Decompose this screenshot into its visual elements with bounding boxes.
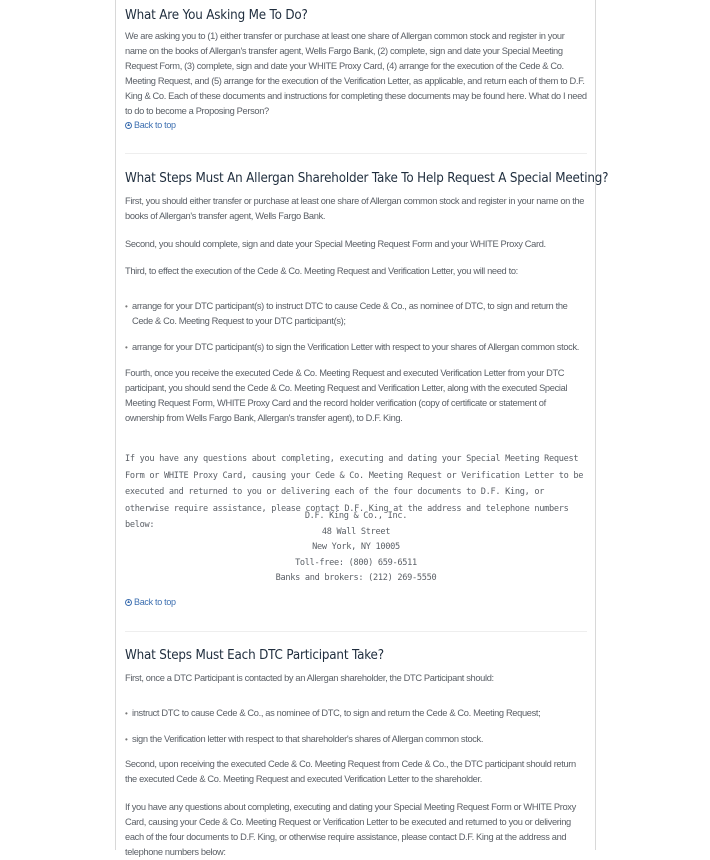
back-to-top-label: Back to top — [134, 597, 176, 607]
section-dtc-steps — [125, 648, 587, 663]
paragraph-second: Second, upon receiving the executed Cede & Co. Meeting Request from Cede & Co., the DTC participant should return the executed Cede & Co. Meeting Request and executed Verification Letter to the shareholder. — [125, 759, 576, 784]
section-asking — [125, 8, 587, 119]
phone-toll-free: Toll-free: (800) 659-6511 — [295, 557, 417, 568]
paragraph-third: Third, to effect the execution of the Cede & Co. Meeting Request and Verification Letter, you will need to: — [125, 266, 518, 276]
arrow-up-circle-icon: ▲ — [126, 121, 131, 128]
list-item: • arrange for your DTC participant(s) to instruct DTC to cause Cede & Co., as nominee of DTC, to sign and return the Cede & Co. Meeting Request to your DTC participant(s); — [125, 299, 587, 329]
section-divider — [125, 153, 587, 154]
back-to-top-link[interactable] — [125, 120, 176, 130]
section-title: What Steps Must Each DTC Participant Take? — [125, 648, 384, 663]
section-shareholder-steps — [125, 171, 609, 186]
address-line: 48 Wall Street — [321, 526, 391, 537]
list-item: • sign the Verification letter with respect to that shareholder's shares of Allergan common stock. — [125, 732, 587, 747]
section-divider — [125, 631, 587, 632]
phone-banks-brokers: Banks and brokers: (212) 269-5550 — [275, 573, 437, 583]
address-line: New York, NY 10005 — [312, 542, 400, 552]
back-to-top-link[interactable] — [125, 597, 176, 607]
section-title: What Steps Must An Allergan Shareholder Take To Help Request A Special Meeting? — [125, 171, 609, 186]
list-item: • instruct DTC to cause Cede & Co., as nominee of DTC, to sign and return the Cede & Co. Meeting Request; — [125, 706, 587, 721]
contact-address — [125, 509, 587, 587]
back-to-top-label: Back to top — [134, 120, 176, 130]
arrow-up-circle-icon: ▲ — [126, 598, 131, 605]
page-container — [115, 0, 609, 857]
section-title: What Are You Asking Me To Do? — [125, 8, 308, 23]
address-line: D.F. King & Co., Inc. — [304, 511, 408, 521]
paragraph-first: First, you should either transfer or purchase at least one share of Allergan common stock and register in your name on the books of Allergan's transfer agent, Wells Fargo Bank. — [125, 196, 585, 221]
contact-text: If you have any questions about completing, executing and dating your Special Meeting Request Form or WHITE Proxy Card, causing your Cede & Co. Meeting Request or Verification Letter to be executed and returned to you or delivering each of the four documents to D.F. King, or otherwise require assistance, please contact D.F. King at the address and telephone numbers below: — [125, 454, 584, 530]
dtc-steps-list — [125, 706, 587, 747]
section-paragraph: We are asking you to (1) either transfer or purchase at least one share of Allergan common stock and register in your name on the books of Allergan's transfer agent, Wells Fargo Bank, (2) complete, sign and date your Special Meeting Request Form, (3) complete, sign and date your WHITE Proxy Card, (4) arrange for the execution of the Cede & Co. Meeting Request, and (5) arrange for the execution of the Verification Letter, as applicable, and return each of them to D.F. King & Co. Each of these documents and instructions for completing these documents may be found here. What do I need to do to become a Proposing Person? — [125, 31, 587, 116]
shareholder-steps-list — [125, 299, 587, 355]
paragraph-second: Second, you should complete, sign and date your Special Meeting Request Form and your WHITE Proxy Card. — [125, 239, 546, 249]
paragraph-first: First, once a DTC Participant is contacted by an Allergan shareholder, the DTC Participant should: — [125, 673, 494, 683]
list-item: • arrange for your DTC participant(s) to sign the Verification Letter with respect to your shares of Allergan common stock. — [125, 340, 587, 355]
paragraph-fourth: Fourth, once you receive the executed Cede & Co. Meeting Request and executed Verification Letter from your DTC participant, you should send the Cede & Co. Meeting Request and Verification Letter, along with the executed Special Meeting Request Form, WHITE Proxy Card and the record holder verification (copy of certificate or statement of ownership from Wells Fargo Bank, Allergan's transfer agent), to D.F. King. — [125, 368, 568, 423]
paragraph-third: If you have any questions about completing, executing and dating your Special Meeting Request Form or WHITE Proxy Card, causing your Cede & Co. Meeting Request or Verification Letter to be executed and returned to you or delivering each of the four documents to D.F. King, or otherwise require assistance, please contact D.F. King at the address and telephone numbers below: — [125, 802, 576, 857]
